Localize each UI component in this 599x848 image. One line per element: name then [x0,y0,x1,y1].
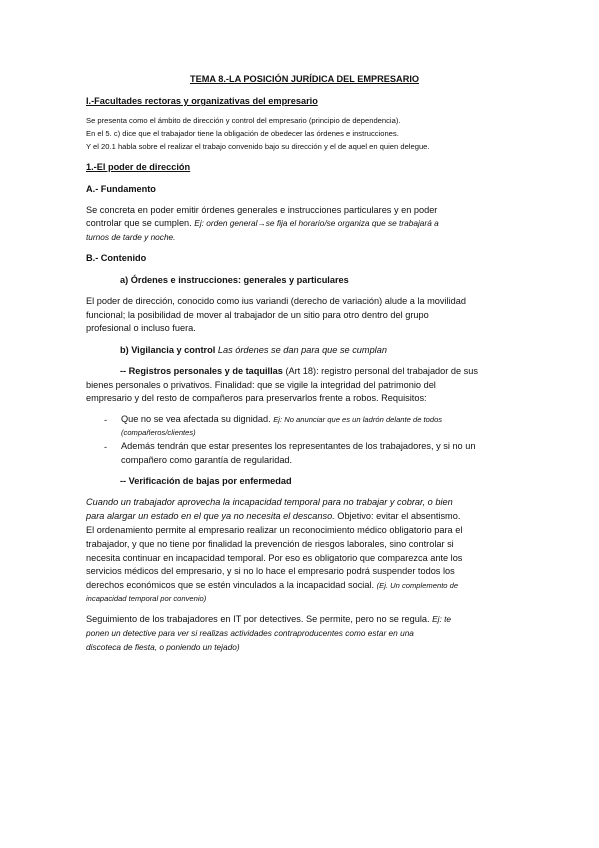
paragraph-line: El poder de dirección, conocido como ius variandi (derecho de variación) alude a la movilidad [86,296,466,306]
text-plain: (Art 18): registro personal del trabajador de sus [285,366,478,376]
section-heading-poder-direccion: 1.-El poder de dirección [86,162,191,172]
text-plain: Objetivo: evitar el absentismo. [334,511,461,521]
paragraph-line [86,581,458,590]
paragraph-line: discoteca de fiesta, o poniendo un tejado) [86,642,240,652]
document-title: TEMA 8.-LA POSICIÓN JURÍDICA DEL EMPRESARIO [190,74,420,84]
paragraph-line: Y el 20.1 habla sobre el realizar el trabajo convenido bajo su dirección y el de aquel en quien delegue. [86,142,430,151]
paragraph-line: necesita continuar en incapacidad temporal. Por eso es obligatorio que comparezca ante los [86,553,463,563]
text-italic: Las órdenes se dan para que se cumplan [217,345,387,355]
list-item-continuation: compañero como garantía de regularidad. [121,455,293,465]
paragraph-line [86,219,439,228]
paragraph-line: profesional o incluso fuera. [86,323,196,333]
text-plain: controlar que se cumplen. [86,218,192,228]
text-bold: -- Registros personales y de taquillas [120,366,283,376]
subheading-vigilancia [120,346,387,355]
paragraph-line: empresario y del resto de compañeros para preservarlos frente a robos. Requisitos: [86,393,427,403]
list-item-continuation: (compañeros/clientes) [121,428,196,437]
subheading-contenido: B.- Contenido [86,253,147,263]
paragraph-line: ponen un detective para ver si realizas actividades contraproducentes como estar en una [86,628,414,638]
text-italic: para alargar un estado en el que ya no necesita el descanso. [86,511,335,521]
paragraph-line: incapacidad temporal por convenio) [86,594,207,603]
text-plain: Que no se vea afectada su dignidad. [121,414,271,424]
paragraph-line: Se presenta como el ámbito de dirección y control del empresario (principio de dependencia). [86,116,401,125]
text-example: Ej: orden general→se fija el horario/se organiza que se trabajará a [194,218,439,228]
bullet-dash: - [104,442,108,452]
paragraph-line: servicios médicos del empresario, y si no lo hace el empresario podrá suspender todos los [86,566,455,576]
bullet-dash: - [104,415,108,425]
list-item: Además tendrán que estar presentes los representantes de los trabajadores, y si no un [121,441,476,451]
subheading-ordenes: a) Órdenes e instrucciones: generales y particulares [120,275,349,285]
paragraph-line: turnos de tarde y noche. [86,232,176,242]
subheading-verificacion: -- Verificación de bajas por enfermedad [120,476,292,486]
paragraph-line [86,615,451,624]
text-example: (Ej. Un complemento de [376,581,459,590]
section-heading-facultades: I.-Facultades rectoras y organizativas del empresario [86,96,318,106]
text-plain: derechos económicos que se estén vinculados a la incapacidad social. [86,580,375,590]
paragraph-line [120,367,478,376]
paragraph-line: funcional; la posibilidad de mover al trabajador de un sitio para otro dentro del grupo [86,310,429,320]
text-example: Ej: No anunciar que es un ladrón delante de todos [273,415,443,424]
paragraph-line: Se concreta en poder emitir órdenes generales e instrucciones particulares y en poder [86,205,438,215]
subheading-fundamento: A.- Fundamento [86,184,156,194]
paragraph-line: trabajador, y que no tiene por finalidad la prevención de riesgos laborales, sino controlar si [86,539,454,549]
paragraph-line: En el 5. c) dice que el trabajador tiene la obligación de obedecer las órdenes e instrucciones. [86,129,399,138]
text-example: Ej: te [432,614,452,624]
text-bold: b) Vigilancia y control [120,345,216,355]
text-plain: Seguimiento de los trabajadores en IT por detectives. Se permite, pero no se regula. [86,614,430,624]
paragraph-line: El ordenamiento permite al empresario realizar un reconocimiento médico obligatorio para el [86,525,463,535]
list-item [121,415,442,424]
paragraph-line: bienes personales o privativos. Finalidad: que se vigile la integridad del patrimonio del [86,380,436,390]
paragraph-line: Cuando un trabajador aprovecha la incapacidad temporal para no trabajar y cobrar, o bien [86,497,453,507]
paragraph-line [86,512,460,521]
